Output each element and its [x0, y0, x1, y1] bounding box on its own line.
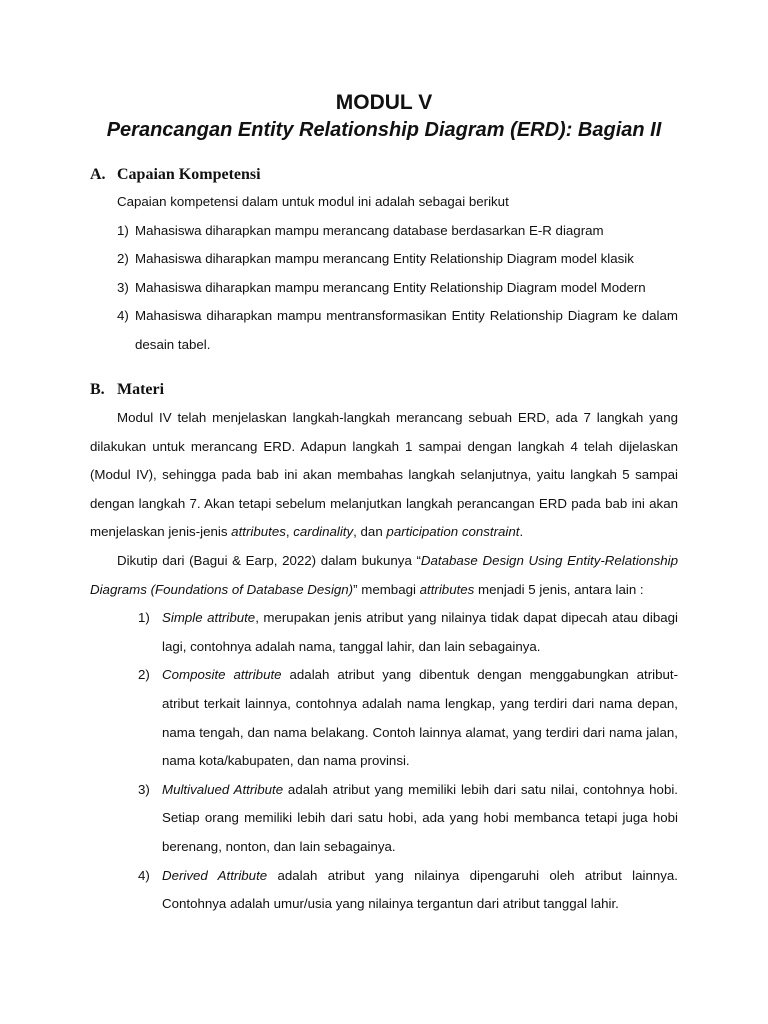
paragraph-text: . — [519, 524, 524, 540]
attribute-term: Multivalued Attribute — [162, 781, 284, 797]
section-b-heading — [90, 380, 164, 400]
list-item-text: , merupakan jenis atribut yang nilainya tidak dapat dipecah atau dibagi lagi, contohnya adalah nama, tanggal lahir, dan lain sebagainya. — [162, 610, 678, 654]
list-item — [117, 245, 678, 274]
attribute-types-list — [90, 604, 678, 919]
list-item-text: Mahasiswa diharapkan mampu merancang Entity Relationship Diagram model klasik — [135, 251, 634, 267]
section-b-title: Materi — [117, 381, 165, 398]
attribute-term: Simple attribute — [162, 610, 256, 626]
list-item-text: adalah atribut yang dibentuk dengan menggabungkan atribut-atribut terkait lainnya, contohnya adalah nama lengkap, yang terdiri dari nama depan, nama tengah, dan nama belakang. Contoh lainnya alamat, yang terdiri dari nama jalan, nama kota/kabupaten, dan nama provinsi. — [162, 667, 679, 769]
list-item-number: 3) — [138, 781, 150, 797]
list-item — [90, 862, 678, 919]
list-item-text: Mahasiswa diharapkan mampu mentransformasikan Entity Relationship Diagram ke dalam desain tabel. — [135, 308, 678, 352]
attribute-term: Composite attribute — [162, 667, 282, 683]
list-item-text: adalah atribut yang memiliki lebih dari satu nilai, contohnya hobi. Setiap orang memiliki lebih dari satu hobi, ada yang hobi membanca tetapi juga hobi berenang, nonton, dan lain sebagainya. — [162, 781, 678, 854]
list-item-number: 1) — [138, 610, 150, 626]
paragraph-text: , — [285, 524, 294, 540]
paragraph-italic-term: cardinality — [293, 524, 354, 540]
list-item-text: Mahasiswa diharapkan mampu merancang Entity Relationship Diagram model Modern — [135, 279, 646, 295]
list-item-number: 1) — [117, 222, 129, 238]
section-a-heading — [90, 165, 261, 185]
paragraph-text: ” membagi — [353, 581, 420, 597]
section-a-letter: A. — [90, 166, 106, 183]
list-item — [117, 302, 678, 359]
list-item-number: 4) — [117, 308, 129, 324]
module-subtitle: Perancangan Entity Relationship Diagram (ERD): Bagian II — [106, 119, 662, 141]
book-title: Database Design Using Entity-Relationship Diagrams (Foundations of Database Design) — [90, 552, 678, 597]
list-item — [117, 274, 678, 303]
list-item-number: 2) — [117, 251, 129, 267]
paragraph-italic-term: attributes — [231, 524, 286, 540]
module-title: MODUL V — [335, 91, 433, 114]
section-a-intro: Capaian kompetensi dalam untuk modul ini adalah sebagai berikut — [117, 194, 509, 209]
section-a-body — [117, 188, 678, 360]
paragraph-italic-term: participation constraint — [386, 524, 520, 540]
paragraph-italic-term: attributes — [419, 581, 475, 597]
paragraph-text: menjadi 5 jenis, antara lain : — [474, 581, 644, 597]
list-item-number: 4) — [138, 867, 150, 883]
section-b-body — [90, 404, 678, 919]
paragraph — [90, 547, 678, 604]
competency-list — [117, 217, 678, 360]
list-item — [90, 604, 678, 661]
section-a-title: Capaian Kompetensi — [117, 166, 261, 183]
paragraph-text: Modul IV telah menjelaskan langkah-langkah merancang sebuah ERD, ada 7 langkah yang dilakukan untuk merancang ERD. Adapun langkah 1 sampai dengan langkah 4 telah dijelaskan (Modul IV), sehingga pada bab ini akan membahas langkah selanjutnya, yaitu langkah 5 sampai dengan langkah 7. Akan tetapi sebelum melanjutkan langkah perancangan ERD pada bab ini akan menjelaskan jenis-jenis — [90, 410, 678, 540]
list-item — [117, 217, 678, 246]
list-item-number: 2) — [138, 667, 150, 683]
section-b-letter: B. — [90, 381, 105, 398]
list-item — [90, 776, 678, 862]
paragraph — [90, 404, 678, 547]
paragraph-text: Dikutip dari (Bagui & Earp, 2022) dalam bukunya “ — [117, 552, 421, 568]
list-item — [90, 661, 678, 775]
list-item-text: adalah atribut yang nilainya dipengaruhi oleh atribut lainnya. Contohnya adalah umur/usia yang nilainya tergantun dari atribut tanggal lahir. — [162, 867, 678, 912]
attribute-term: Derived Attribute — [162, 867, 268, 883]
paragraph-text: , dan — [353, 524, 387, 540]
list-item-number: 3) — [117, 279, 129, 295]
list-item-text: Mahasiswa diharapkan mampu merancang database berdasarkan E-R diagram — [135, 222, 604, 238]
